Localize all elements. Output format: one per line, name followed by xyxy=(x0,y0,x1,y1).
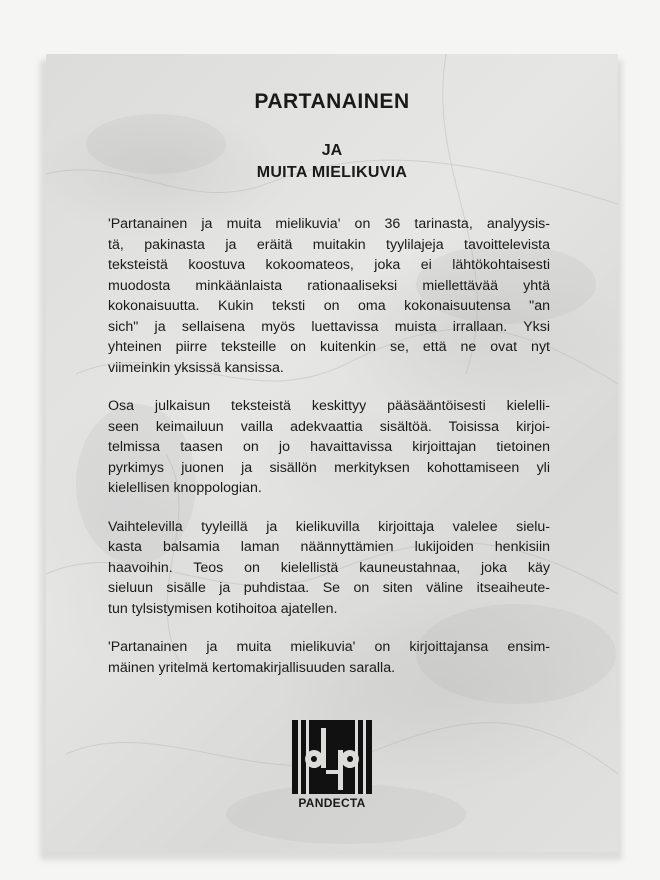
text-line: pyrkimys juonen ja sisällön merkityksen kohottamiseen yli xyxy=(108,459,550,476)
text-line: telmissa taasen on jo havaittavissa kirjoittajan tietoinen xyxy=(108,439,550,455)
blurb-text xyxy=(108,214,550,696)
text-line: seen keimailuun vailla adekvaattia sisältöä. Toisissa kirjoi- xyxy=(108,418,550,435)
text-line: sieluun sisälle ja puhdistaa. Se on siten väline itseaiheute- xyxy=(108,580,550,596)
blurb-paragraph xyxy=(108,396,550,499)
text-line: kokonaisuutta. Kukin teksti on oma kokonaisuutensa "an xyxy=(108,298,550,314)
blurb-paragraph xyxy=(108,517,550,620)
blurb-paragraph xyxy=(108,214,550,378)
text-line: viimeinkin yksissä kansissa. xyxy=(108,359,284,376)
text-line: Osa julkaisun teksteistä keskittyy pääsääntöisesti kielelli- xyxy=(108,398,550,414)
text-line: haavoihin. Teos on kielellistä kauneustahnaa, joka käy xyxy=(108,559,550,576)
blurb-paragraph xyxy=(108,637,550,678)
text-line: 'Partanainen ja muita mielikuvia' on kirjoittajansa ensim- xyxy=(108,639,550,655)
text-line: sich" ja sellaisena myös luettavissa muista irrallaan. Yksi xyxy=(108,318,550,335)
text-line: tun tylsistymisen kotihoitoa ajatellen. xyxy=(108,600,338,617)
publisher-name: PANDECTA xyxy=(298,796,366,810)
text-line: Vaihtelevilla tyyleillä ja kielikuvilla kirjoittaja valelee sielu- xyxy=(108,518,550,535)
book-subtitle: MUITA MIELIKUVIA xyxy=(256,164,408,181)
cover-content xyxy=(46,54,618,852)
text-line: tä, pakinasta ja eräitä muitakin tyylilajeja tavoittelevista xyxy=(108,236,550,253)
pandecta-logo-icon xyxy=(292,720,372,794)
text-line: mäinen yritelmä kertomakirjallisuuden saralla. xyxy=(108,659,396,676)
text-line: teksteistä koostuva kokoomateos, joka ei lähtökohtaisesti xyxy=(108,257,550,273)
book-title: PARTANAINEN xyxy=(254,90,410,113)
text-line: kielellisen knoppologian. xyxy=(108,480,262,496)
text-line: yhteinen piirre teksteille on kuitenkin se, että ne ovat nyt xyxy=(108,339,550,355)
text-line: 'Partanainen ja muita mielikuvia' on 36 tarinasta, analyysis- xyxy=(108,216,550,232)
text-line: muodosta minkäänlaista rationaaliseksi miellettävää yhtä xyxy=(108,277,550,294)
book-back-cover xyxy=(46,54,618,852)
text-line: kasta balsamia laman näännyttämien lukijoiden henkisiin xyxy=(108,539,550,555)
book-subtitle-ja: JA xyxy=(321,142,343,159)
